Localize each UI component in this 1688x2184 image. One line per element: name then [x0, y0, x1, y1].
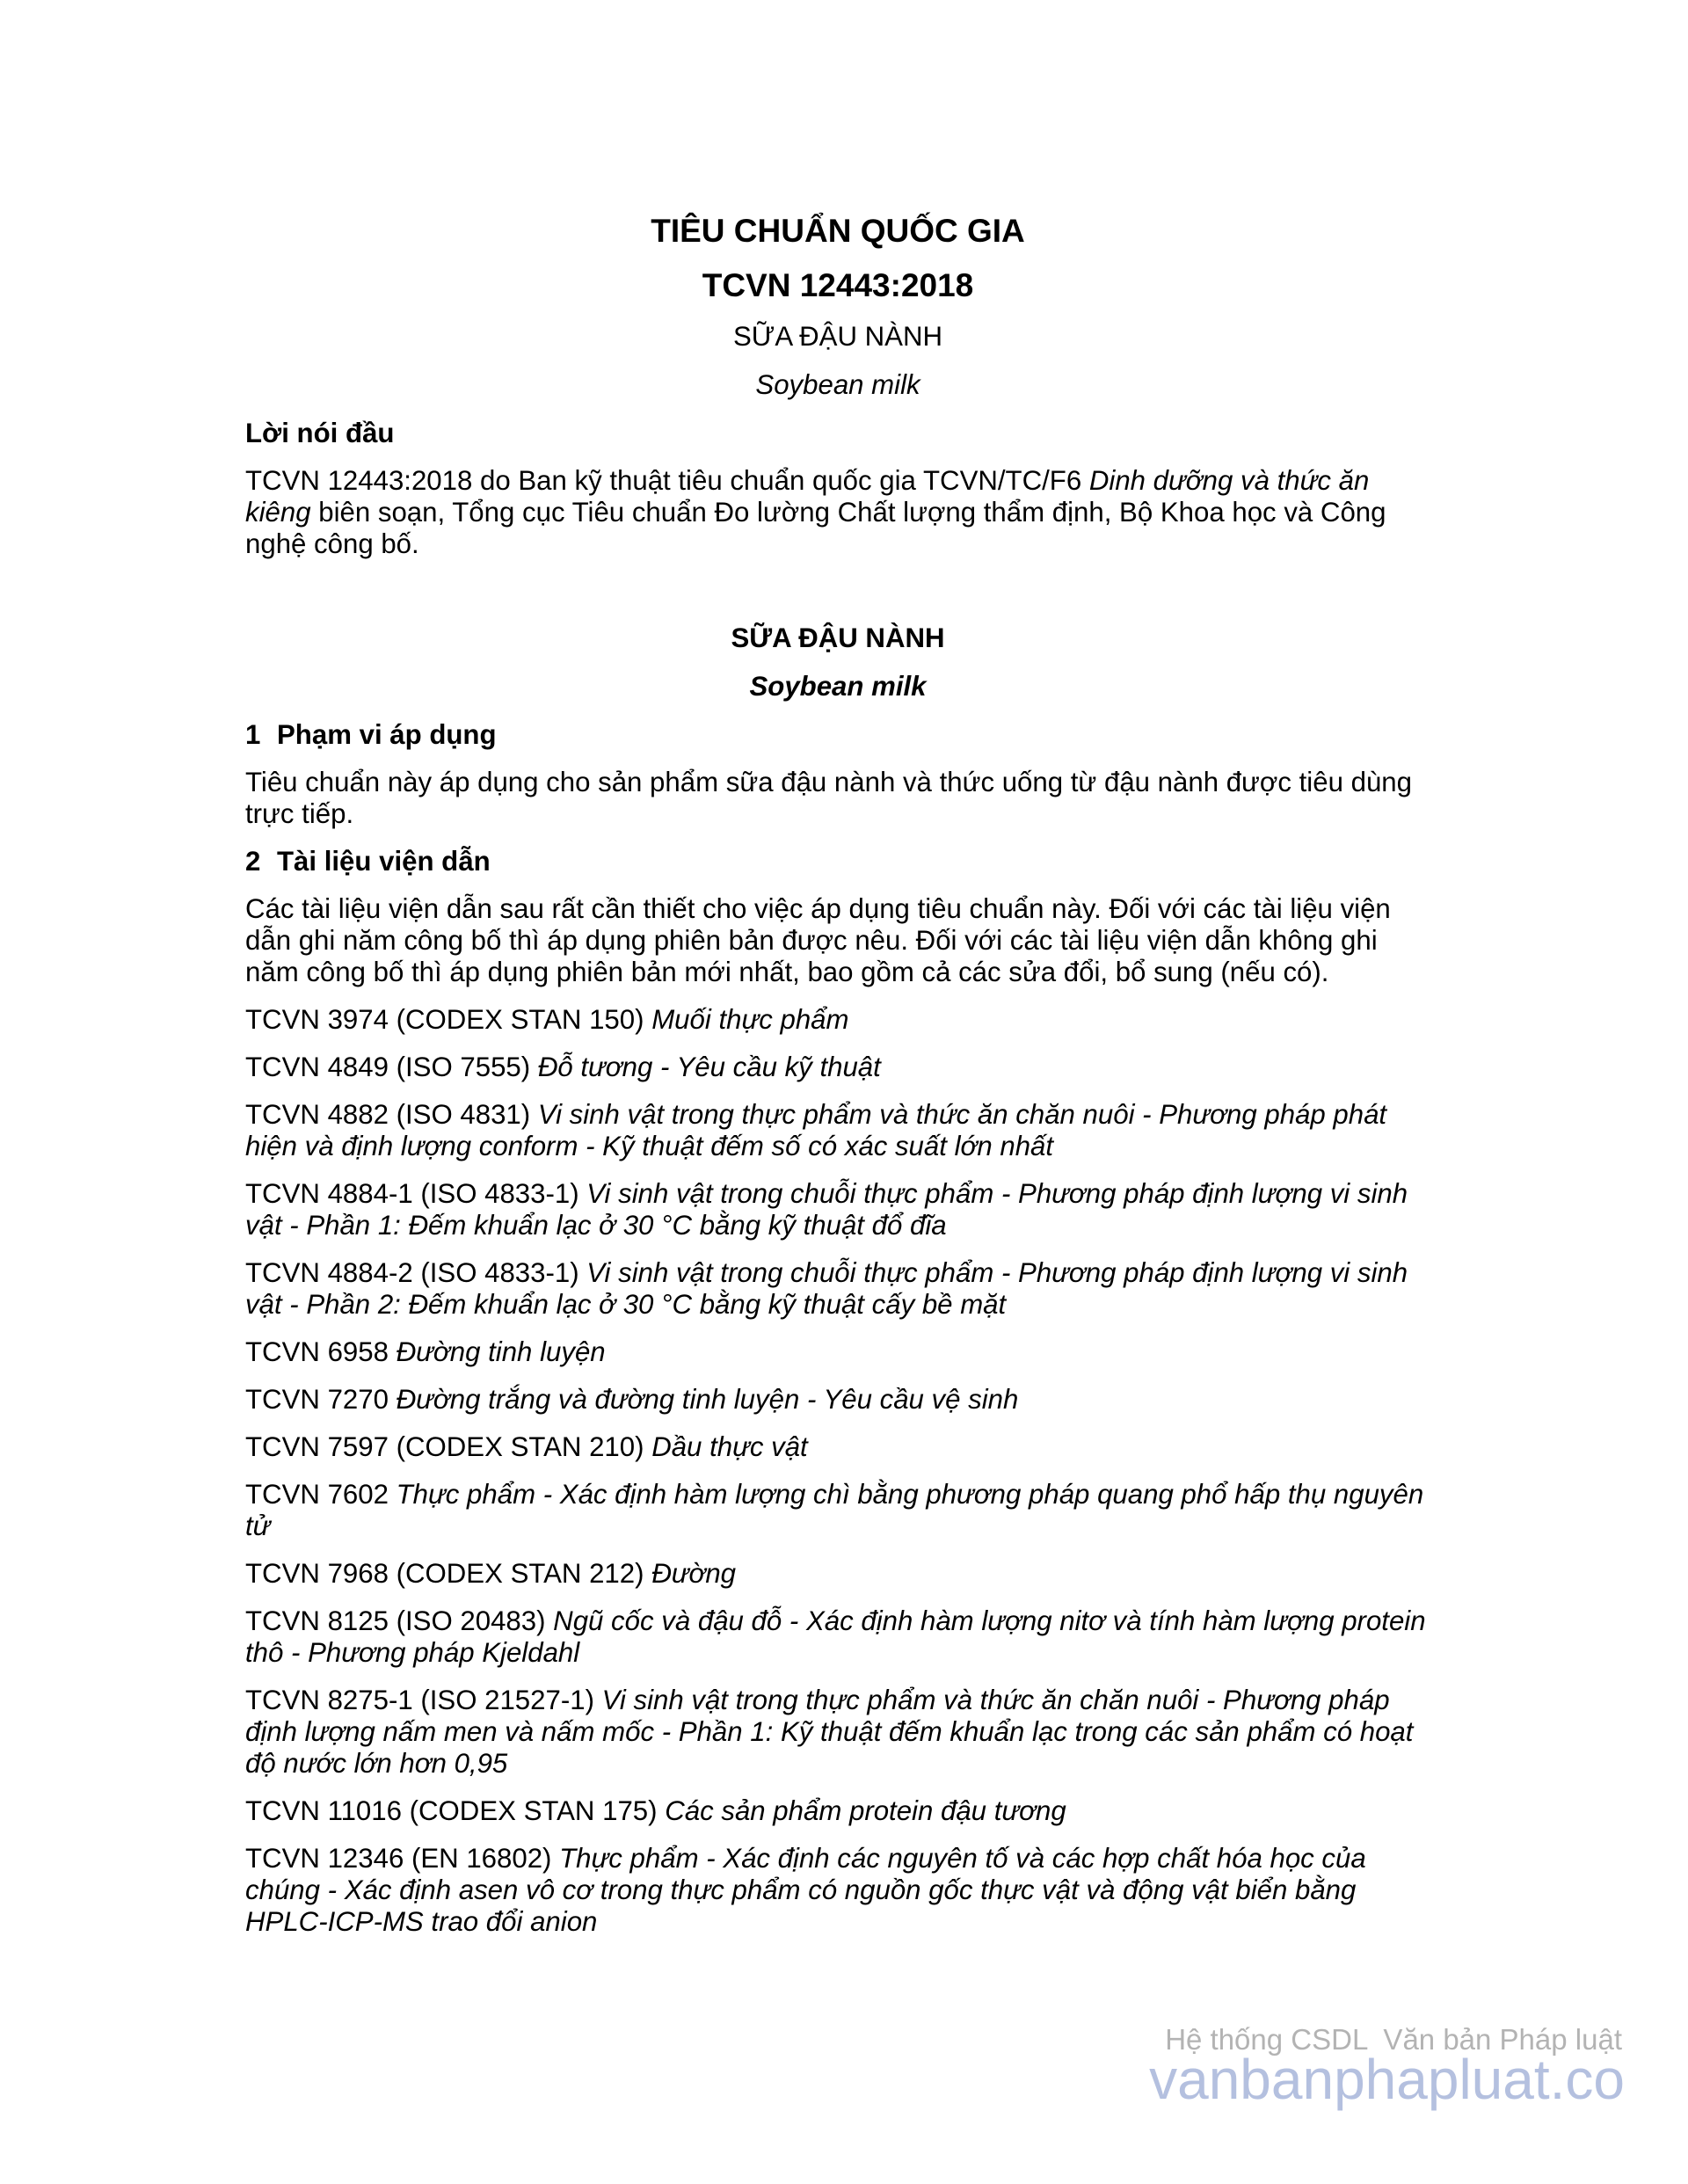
document-content: [245, 212, 1430, 1954]
reference-code: TCVN 7270: [245, 1384, 389, 1415]
foreword-text-before: TCVN 12443:2018 do Ban kỹ thuật tiêu chuẩn quốc gia TCVN/TC/F6: [245, 465, 1082, 496]
section-2-intro: Các tài liệu viện dẫn sau rất cần thiết cho việc áp dụng tiêu chuẩn này. Đối với các tài liệu viện dẫn ghi năm công bố thì áp dụng phiên bản được nêu. Đối với các tài liệu viện dẫn không ghi năm công bố thì áp dụng phiên bản mới nhất, bao gồm cả các sửa đổi, bổ sung (nếu có).: [245, 893, 1391, 987]
reference-title: Ngũ cốc và đậu đỗ - Xác định hàm lượng nitơ và tính hàm lượng protein thô - Phương pháp Kjeldahl: [245, 1605, 1426, 1668]
watermark-site-name: vanbanphapluat.co: [1149, 2048, 1625, 2111]
reference-code: TCVN 7602: [245, 1479, 389, 1510]
standard-category-title: TIÊU CHUẨN QUỐC GIA: [651, 213, 1025, 249]
reference-title: Đường trắng và đường tinh luyện - Yêu cầu vệ sinh: [396, 1384, 1019, 1415]
reference-item: [245, 1605, 1430, 1669]
reference-code: TCVN 4849 (ISO 7555): [245, 1052, 531, 1082]
reference-item: [245, 1004, 1430, 1036]
reference-item: [245, 1558, 1430, 1590]
reference-item: [245, 1685, 1430, 1780]
section-title: Tài liệu viện dẫn: [277, 846, 491, 877]
reference-title: Đường: [651, 1558, 737, 1589]
standard-name-en: Soybean milk: [755, 369, 920, 400]
reference-item: [245, 1479, 1430, 1542]
reference-code: TCVN 4884-2 (ISO 4833-1): [245, 1257, 579, 1288]
reference-item: [245, 1052, 1430, 1083]
reference-item: [245, 1843, 1430, 1938]
reference-title: Thực phẩm - Xác định các nguyên tố và các hợp chất hóa học của chúng - Xác định asen vô cơ trong thực phẩm có nguồn gốc thực vật và động vật biển bằng HPLC-ICP-MS trao đổi anion: [245, 1843, 1366, 1937]
reference-item: [245, 1336, 1430, 1368]
section-1-heading: [245, 719, 1430, 751]
reference-code: TCVN 7968 (CODEX STAN 212): [245, 1558, 644, 1589]
reference-title: Đường tinh luyện: [396, 1336, 606, 1367]
reference-code: TCVN 8125 (ISO 20483): [245, 1605, 546, 1636]
reference-title: Vi sinh vật trong chuỗi thực phẩm - Phương pháp định lượng vi sinh vật - Phần 2: Đếm khuẩn lạc ở 30 °C bằng kỹ thuật cấy bề mặt: [245, 1257, 1408, 1320]
watermark-caption: Hệ thống CSDL Văn bản Pháp luật: [1165, 2023, 1622, 2056]
foreword-paragraph: [245, 465, 1430, 560]
foreword-committee-name: Dinh dưỡng và thức ăn kiêng: [245, 465, 1370, 528]
foreword-heading: Lời nói đầu: [245, 418, 395, 448]
reference-item: [245, 1795, 1430, 1827]
reference-code: TCVN 4884-1 (ISO 4833-1): [245, 1178, 579, 1209]
section-title: Phạm vi áp dụng: [277, 719, 497, 750]
reference-title: Thực phẩm - Xác định hàm lượng chì bằng phương pháp quang phổ hấp thụ nguyên tử: [245, 1479, 1424, 1541]
reference-title: Vi sinh vật trong thực phẩm và thức ăn chăn nuôi - Phương pháp định lượng nấm men và nấm mốc - Phần 1: Kỹ thuật đếm khuẩn lạc trong các sản phẩm có hoạt độ nước lớn hơn 0,95: [245, 1685, 1414, 1779]
reference-code: TCVN 3974 (CODEX STAN 150): [245, 1004, 644, 1035]
reference-code: TCVN 6958: [245, 1336, 389, 1367]
reference-code: TCVN 12346 (EN 16802): [245, 1843, 552, 1874]
reference-title: Dầu thực vật: [651, 1431, 808, 1462]
section-number: 2: [245, 846, 261, 877]
standard-name-vi: SỮA ĐẬU NÀNH: [732, 321, 943, 352]
reference-code: TCVN 11016 (CODEX STAN 175): [245, 1795, 658, 1826]
section-number: 1: [245, 719, 261, 750]
section-1-text: Tiêu chuẩn này áp dụng cho sản phẩm sữa đậu nành và thức uống từ đậu nành được tiêu dùng trực tiếp.: [245, 767, 1412, 829]
reference-item: [245, 1431, 1430, 1463]
reference-code: TCVN 4882 (ISO 4831): [245, 1099, 531, 1130]
body-title-vi: SỮA ĐẬU NÀNH: [731, 622, 945, 653]
section-2-heading: [245, 846, 1430, 877]
reference-code: TCVN 7597 (CODEX STAN 210): [245, 1431, 644, 1462]
body-title-en: Soybean milk: [749, 671, 927, 702]
reference-item: [245, 1099, 1430, 1162]
reference-code: TCVN 8275-1 (ISO 21527-1): [245, 1685, 594, 1715]
foreword-text-after: biên soạn, Tổng cục Tiêu chuẩn Đo lường Chất lượng thẩm định, Bộ Khoa học và Công nghệ công bố.: [245, 497, 1386, 559]
reference-item: [245, 1178, 1430, 1241]
reference-title: Vi sinh vật trong chuỗi thực phẩm - Phương pháp định lượng vi sinh vật - Phần 1: Đếm khuẩn lạc ở 30 °C bằng kỹ thuật đổ đĩa: [245, 1178, 1408, 1241]
standard-code: TCVN 12443:2018: [702, 267, 974, 303]
reference-item: [245, 1384, 1430, 1416]
reference-title: Vi sinh vật trong thực phẩm và thức ăn chăn nuôi - Phương pháp phát hiện và định lượng conform - Kỹ thuật đếm số có xác suất lớn nhất: [245, 1099, 1387, 1161]
reference-title: Các sản phẩm protein đậu tương: [665, 1795, 1066, 1826]
reference-title: Đỗ tương - Yêu cầu kỹ thuật: [537, 1052, 881, 1082]
reference-item: [245, 1257, 1430, 1321]
reference-title: Muối thực phẩm: [651, 1004, 849, 1035]
